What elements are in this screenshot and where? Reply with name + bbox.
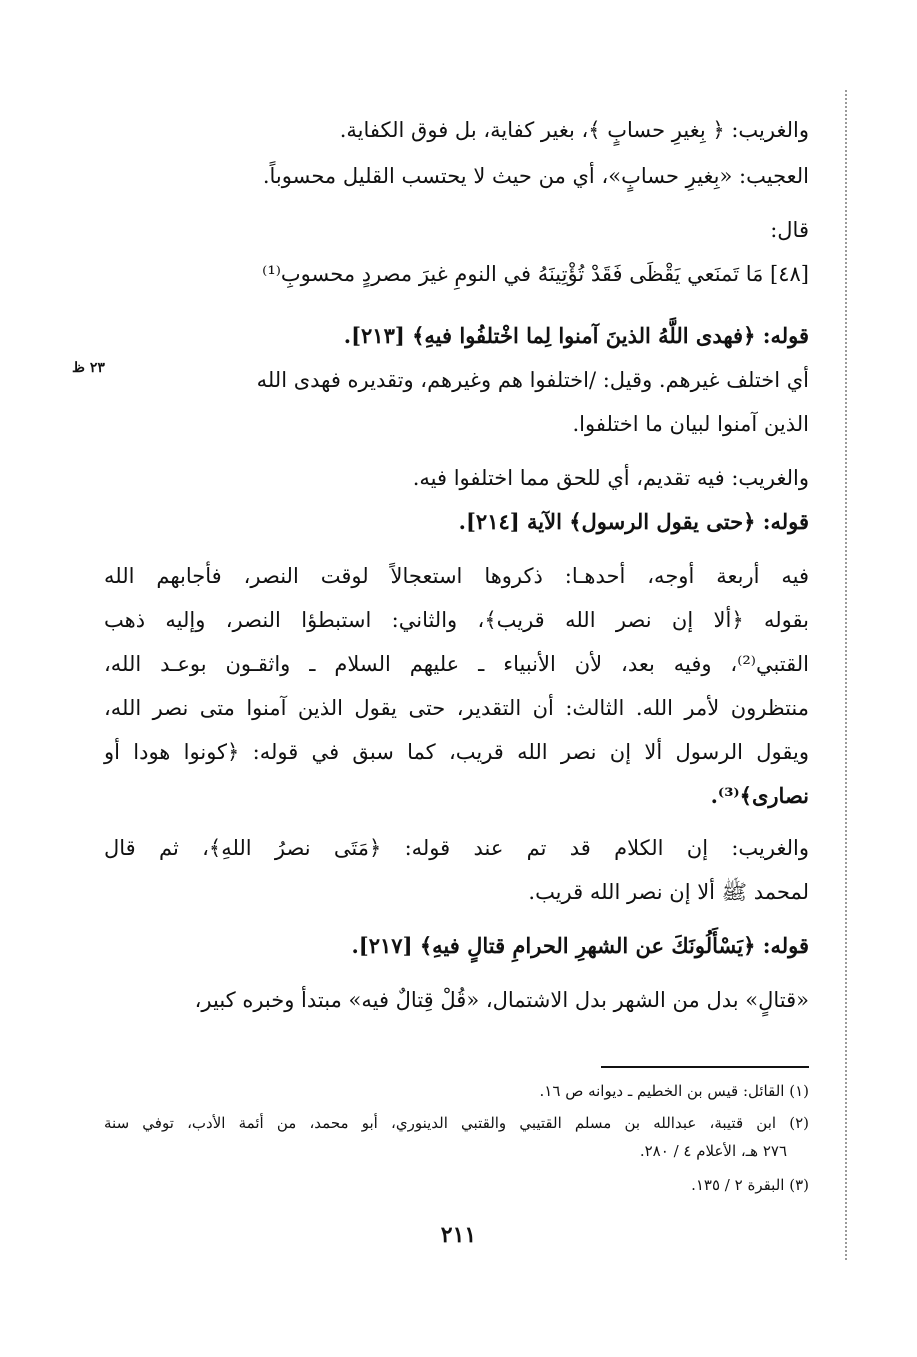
text-line-6: أي اختلف غيرهم. وقيل: /اختلفوا هم وغيرهم، وتقديره فهدى الله <box>256 368 809 392</box>
text-line-17: لمحمد ﷺ ألا إن نصر الله قريب. <box>528 880 809 904</box>
text-line-13: منتظرون لأمر الله. الثالث: أن التقدير، حتى يقول الذين آمنوا متى نصر الله، <box>104 696 809 720</box>
text-line-1: والغريب: ﴿ بِغيرِ حسابٍ ﴾، بغير كفاية، بل فوق الكفاية. <box>339 118 809 142</box>
text-line-12: القتبي⁽²⁾، وفيه بعد، لأن الأنبياء ـ عليهم السلام ـ واثقـون بوعـد الله، <box>104 652 809 676</box>
text-line-16: والغريب: إن الكلام قد تم عند قوله: ﴿مَتَى نصرُ اللهِ﴾، ثم قال <box>104 836 809 860</box>
text-line-19: «قتالٍ» بدل من الشهر بدل الاشتمال، «قُلْ قِتالٌ فيه» مبتدأ وخبره كبير، <box>194 988 809 1012</box>
text-line-5: قوله: ﴿فهدى اللَّهُ الذينَ آمنوا لِما اخْتلفُوا فيهِ﴾ [٢١٣]. <box>343 323 809 348</box>
footnote-2-cont: ٢٧٦ هـ، الأعلام ٤ / ٢٨٠. <box>639 1142 787 1160</box>
text-line-8: والغريب: فيه تقديم، أي للحق مما اختلفوا فيه. <box>412 466 809 490</box>
footnote-3: (٣) البقرة ٢ / ١٣٥. <box>691 1176 809 1194</box>
text-line-11: بقوله ﴿ألا إن نصر الله قريب﴾، والثاني: استبطؤا النصر، وإليه ذهب <box>104 608 809 632</box>
page-number: ٢١١ <box>440 1222 477 1248</box>
footnote-1: (١) القائل: قيس بن الخطيم ـ ديوانه ص ١٦. <box>539 1082 809 1100</box>
text-line-9: قوله: ﴿حتى يقول الرسول﴾ الآية [٢١٤]. <box>458 509 809 534</box>
footnote-separator <box>601 1066 809 1068</box>
verse-line: [٤٨] مَا تَمنَعي يَقْظَى فَقَدْ تُؤْتِينَهُ في النومِ غيرَ مصردٍ محسوبِ⁽¹⁾ <box>262 262 809 286</box>
text-line-2: العجيب: «بِغيرِ حسابٍ»، أي من حيث لا يحتسب القليل محسوباً. <box>262 164 809 188</box>
text-line-7: الذين آمنوا لبيان ما اختلفوا. <box>572 412 809 436</box>
text-line-18: قوله: ﴿يَسْأَلُونَكَ عن الشهرِ الحرامِ قتالٍ فيهِ﴾ [٢١٧]. <box>351 933 809 958</box>
footnote-2: (٢) ابن قتيبة، عبدالله بن مسلم القتيبي والقتبي الدينوري، أبو محمد، من أئمة الأدب، توفي سنة <box>104 1114 809 1132</box>
text-line-14: ويقول الرسول ألا إن نصر الله قريب، كما سبق في قوله: ﴿كونوا هودا أو <box>104 740 809 764</box>
text-line-15: نصارى﴾⁽³⁾. <box>710 783 809 808</box>
page-edge-dots <box>844 90 847 1260</box>
margin-folio-note: ٢٣ ظ <box>72 360 105 376</box>
text-line-3: قال: <box>770 218 809 242</box>
text-line-10: فيه أربعة أوجه، أحدهـا: ذكروها استعجالاً لوقت النصر، فأجابهم الله <box>104 564 809 588</box>
